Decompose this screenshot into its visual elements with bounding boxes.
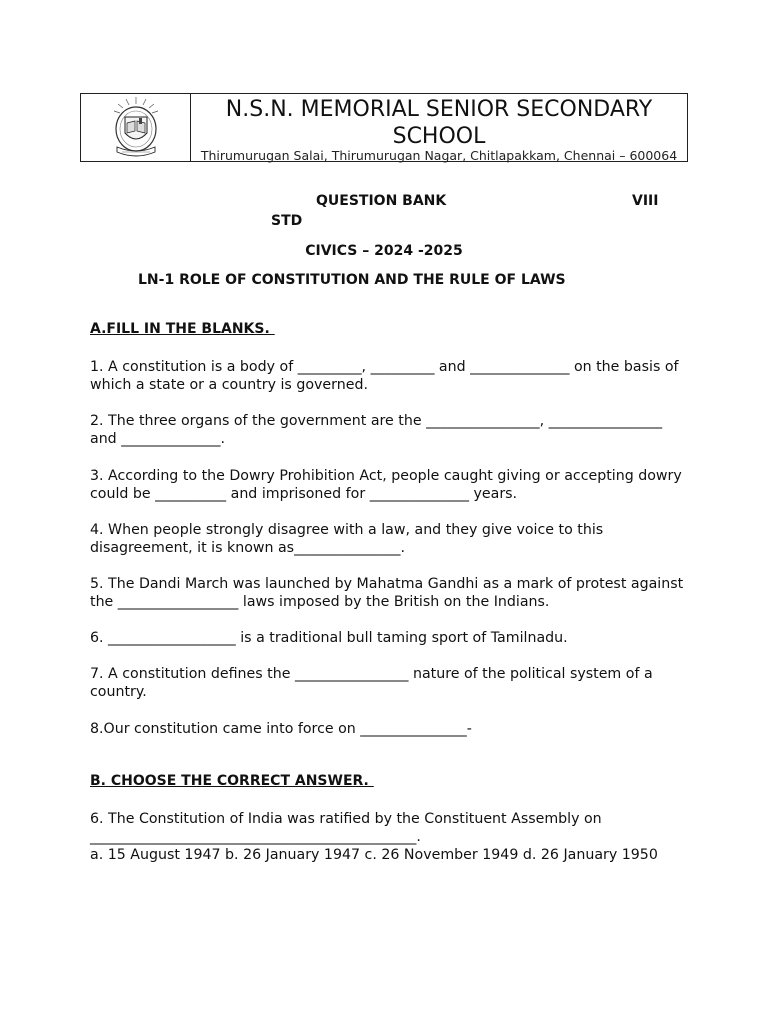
question-a5: 5. The Dandi March was launched by Mahatma Gandhi as a mark of protest against the _________________ laws imposed by the British on the Indians. (90, 576, 684, 610)
question-b6-options: a. 15 August 1947 b. 26 January 1947 c. 26 November 1949 d. 26 January 1950 (90, 847, 658, 863)
section-b-title: B. CHOOSE THE CORRECT ANSWER. (90, 773, 374, 789)
logo-cell (81, 94, 191, 161)
question-a2: 2. The three organs of the government are the ________________, ________________ and ______________. (90, 413, 663, 447)
question-a4: 4. When people strongly disagree with a law, and they give voice to this disagreement, it is known as_______________. (90, 522, 604, 556)
question-a7: 7. A constitution defines the ________________ nature of the political system of a country. (90, 666, 653, 700)
question-a1: 1. A constitution is a body of _________, _________ and ______________ on the basis of which a state or a country is governed. (90, 359, 679, 393)
lesson-heading: LN-1 ROLE OF CONSTITUTION AND THE RULE OF LAWS (138, 272, 566, 288)
school-emblem-icon (109, 95, 163, 161)
subject-year-heading: CIVICS – 2024 -2025 (305, 243, 463, 259)
question-b6: 6. The Constitution of India was ratified by the Constituent Assembly on ______________________________________________. (90, 811, 602, 845)
question-a3: 3. According to the Dowry Prohibition Act, people caught giving or accepting dowry could be __________ and imprisoned for ______________ years. (90, 468, 682, 502)
std-label: STD (271, 213, 303, 229)
question-bank-label: QUESTION BANK (316, 193, 447, 209)
class-label: VIII (632, 193, 659, 209)
school-header (80, 93, 688, 162)
section-a-title: A.FILL IN THE BLANKS. (90, 321, 275, 337)
question-a6: 6. __________________ is a traditional bull taming sport of Tamilnadu. (90, 630, 568, 646)
school-name: N.S.N. MEMORIAL SENIOR SECONDARY SCHOOL (225, 97, 653, 149)
question-a8: 8.Our constitution came into force on _______________- (90, 721, 472, 737)
school-address: Thirumurugan Salai, Thirumurugan Nagar, Chitlapakkam, Chennai – 600064 (200, 148, 678, 163)
